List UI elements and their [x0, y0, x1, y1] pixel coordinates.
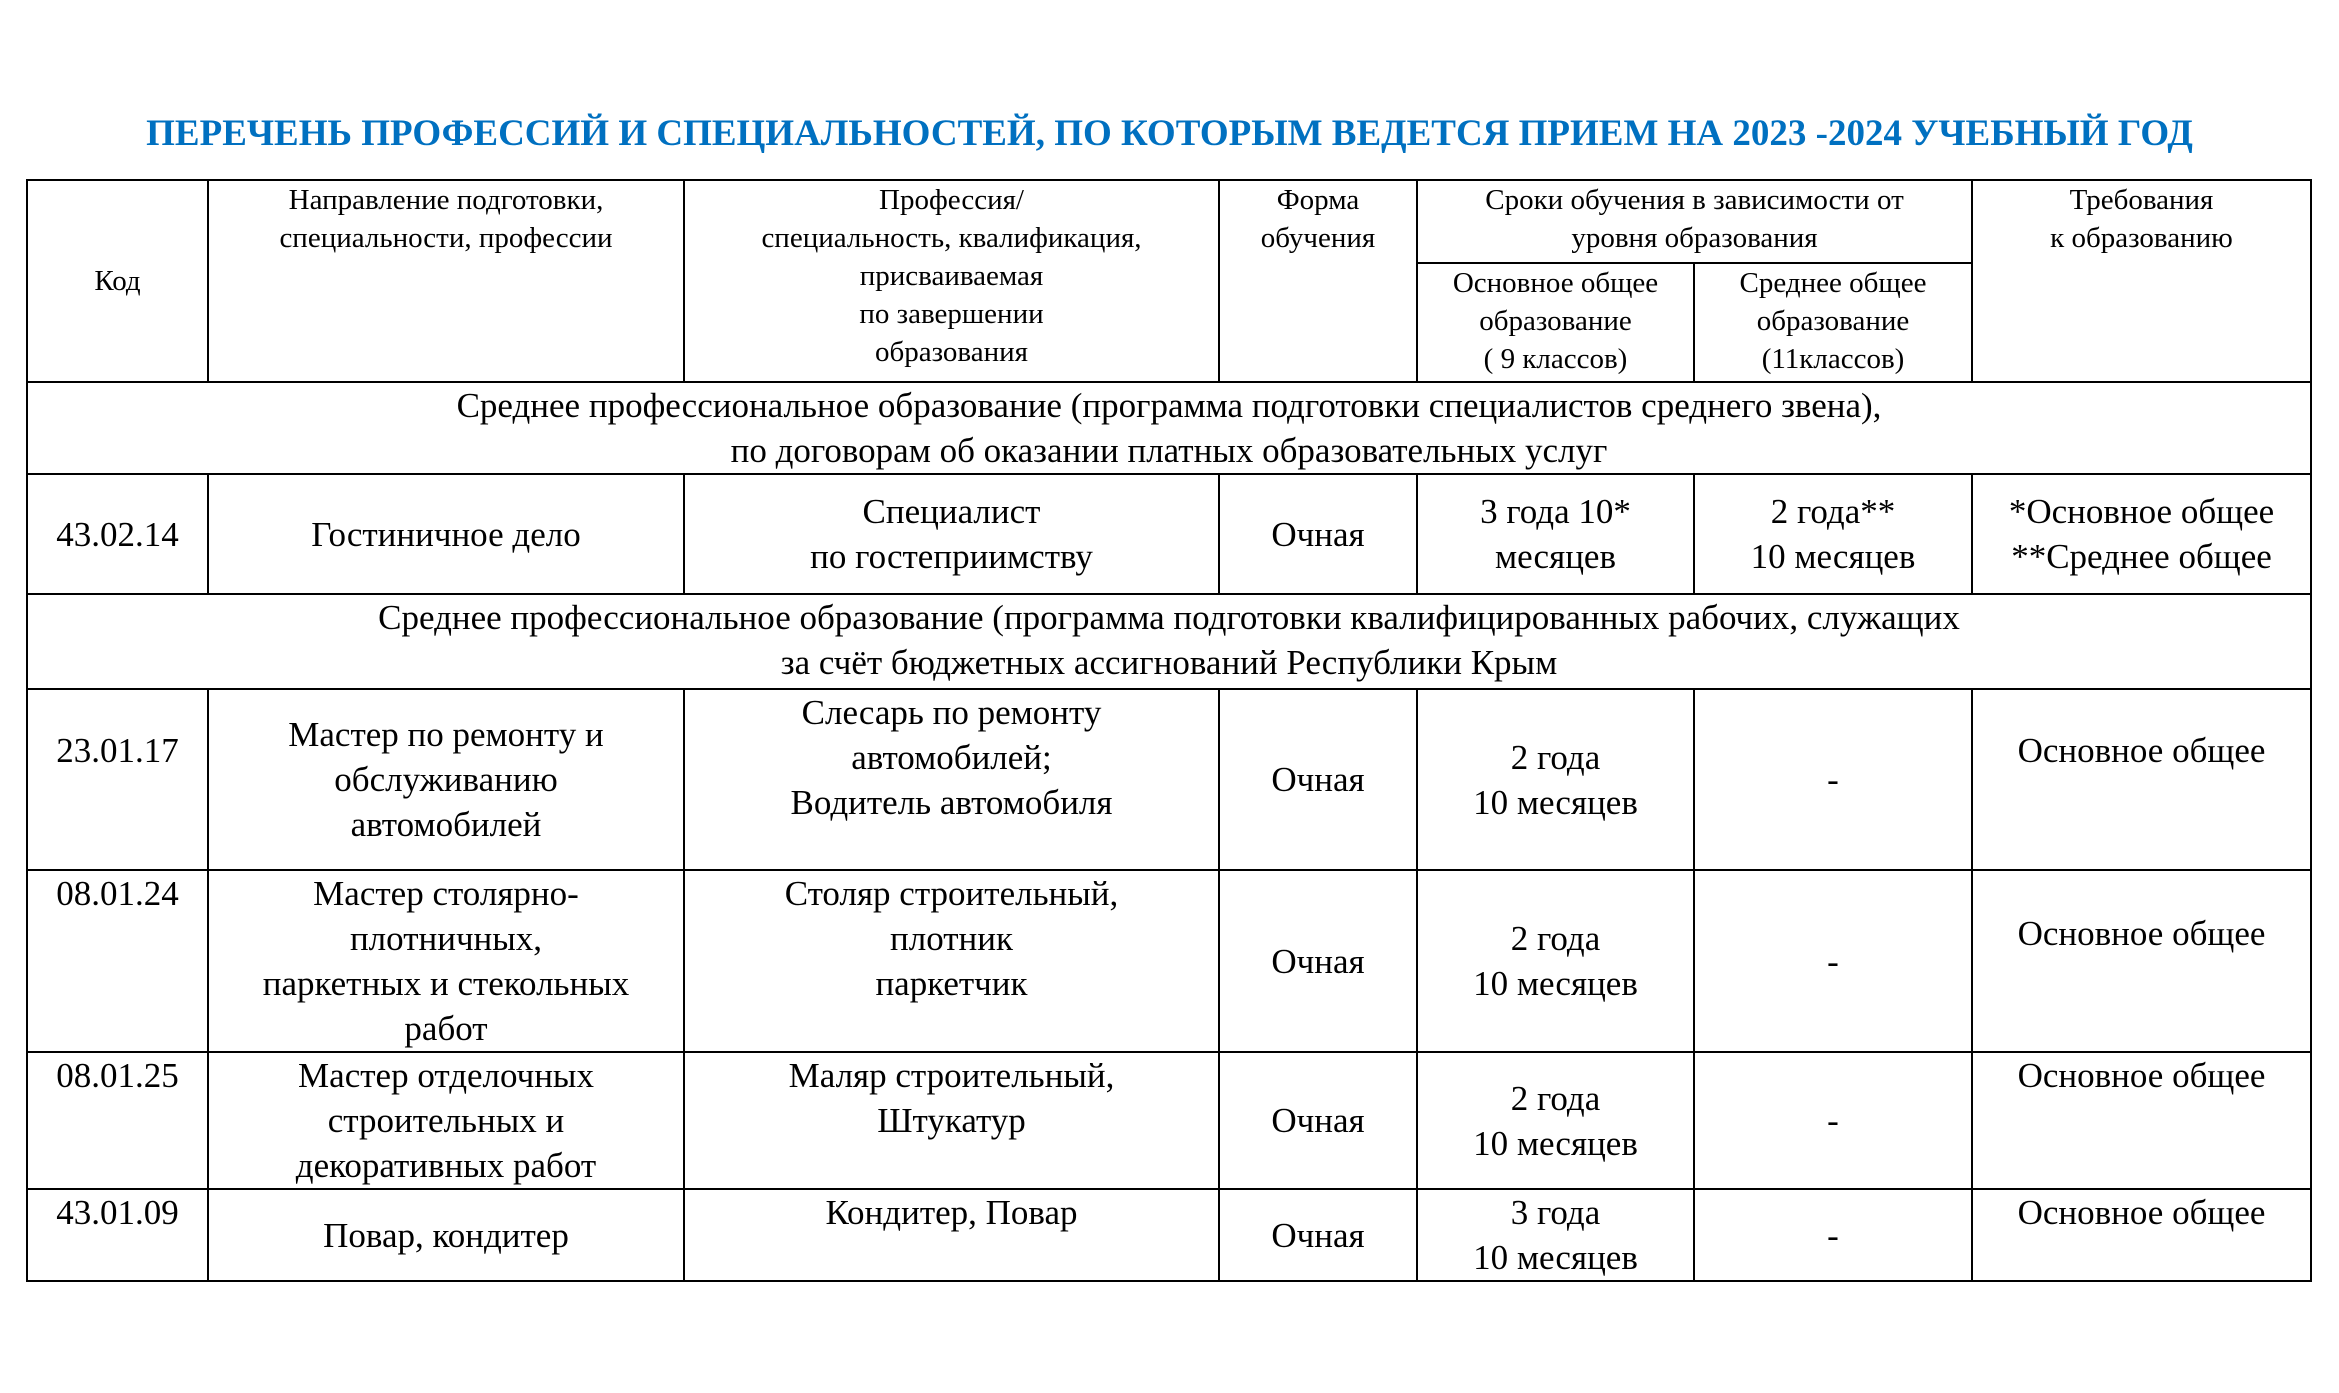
cell-term-basic: 2 года 10 месяцев [1417, 689, 1694, 870]
cell-direction: Повар, кондитер [208, 1189, 684, 1281]
cell-term-secondary: - [1694, 870, 1972, 1052]
cell-term-basic: 3 года 10 месяцев [1417, 1189, 1694, 1281]
header-term-basic: Основное общее образование ( 9 классов) [1417, 263, 1694, 382]
header-row [27, 180, 2311, 263]
header-form: Форма обучения [1219, 180, 1417, 382]
header-requirements: Требования к образованию [1972, 180, 2311, 382]
cell-term-secondary: - [1694, 1052, 1972, 1189]
cell-direction: Мастер по ремонту и обслуживанию автомобилей [208, 689, 684, 870]
cell-direction: Гостиничное дело [208, 474, 684, 594]
section-heading-row [27, 594, 2311, 689]
cell-profession: Специалист по гостеприимству [684, 474, 1219, 594]
cell-term-basic: 3 года 10* месяцев [1417, 474, 1694, 594]
cell-code: 08.01.25 [27, 1052, 208, 1189]
cell-form: Очная [1219, 1052, 1417, 1189]
cell-code: 23.01.17 [27, 689, 208, 870]
document-title: ПЕРЕЧЕНЬ ПРОФЕССИЙ И СПЕЦИАЛЬНОСТЕЙ, ПО КОТОРЫМ ВЕДЕТСЯ ПРИЕМ НА 2023 -2024 УЧЕБНЫЙ ГОД [146, 113, 2193, 154]
header-code: Код [27, 180, 208, 382]
table-row [27, 689, 2311, 870]
header-profession: Профессия/ специальность, квалификация, присваиваемая по завершении образования [684, 180, 1219, 382]
cell-term-secondary: 2 года** 10 месяцев [1694, 474, 1972, 594]
table-row [27, 870, 2311, 1052]
header-term-secondary: Среднее общее образование (11классов) [1694, 263, 1972, 382]
cell-direction: Мастер отделочных строительных и декоративных работ [208, 1052, 684, 1189]
cell-direction: Мастер столярно- плотничных, паркетных и стекольных работ [208, 870, 684, 1052]
cell-form: Очная [1219, 474, 1417, 594]
header-direction: Направление подготовки, специальности, профессии [208, 180, 684, 382]
cell-form: Очная [1219, 870, 1417, 1052]
cell-requirements: Основное общее [1972, 870, 2311, 1052]
cell-requirements: Основное общее [1972, 1052, 2311, 1189]
section-heading-row [27, 382, 2311, 474]
cell-profession: Маляр строительный, Штукатур [684, 1052, 1219, 1189]
cell-requirements: Основное общее [1972, 1189, 2311, 1281]
cell-code: 43.01.09 [27, 1189, 208, 1281]
section-heading: Среднее профессиональное образование (программа подготовки специалистов среднего звена), по договорам об оказании платных образовательных услуг [27, 382, 2311, 474]
cell-term-secondary: - [1694, 1189, 1972, 1281]
cell-form: Очная [1219, 689, 1417, 870]
admission-table [26, 179, 2312, 1282]
cell-requirements: *Основное общее **Среднее общее [1972, 474, 2311, 594]
table-row [27, 1052, 2311, 1189]
header-terms: Сроки обучения в зависимости от уровня образования [1417, 180, 1972, 263]
cell-term-basic: 2 года 10 месяцев [1417, 1052, 1694, 1189]
cell-code: 08.01.24 [27, 870, 208, 1052]
cell-profession: Столяр строительный, плотник паркетчик [684, 870, 1219, 1052]
table-row [27, 1189, 2311, 1281]
cell-form: Очная [1219, 1189, 1417, 1281]
cell-profession: Слесарь по ремонту автомобилей; Водитель автомобиля [684, 689, 1219, 870]
cell-code: 43.02.14 [27, 474, 208, 594]
cell-requirements: Основное общее [1972, 689, 2311, 870]
section-heading: Среднее профессиональное образование (программа подготовки квалифицированных рабочих, служащих за счёт бюджетных ассигнований Республики Крым [27, 594, 2311, 689]
table-row [27, 474, 2311, 594]
cell-term-secondary: - [1694, 689, 1972, 870]
cell-term-basic: 2 года 10 месяцев [1417, 870, 1694, 1052]
cell-profession: Кондитер, Повар [684, 1189, 1219, 1281]
